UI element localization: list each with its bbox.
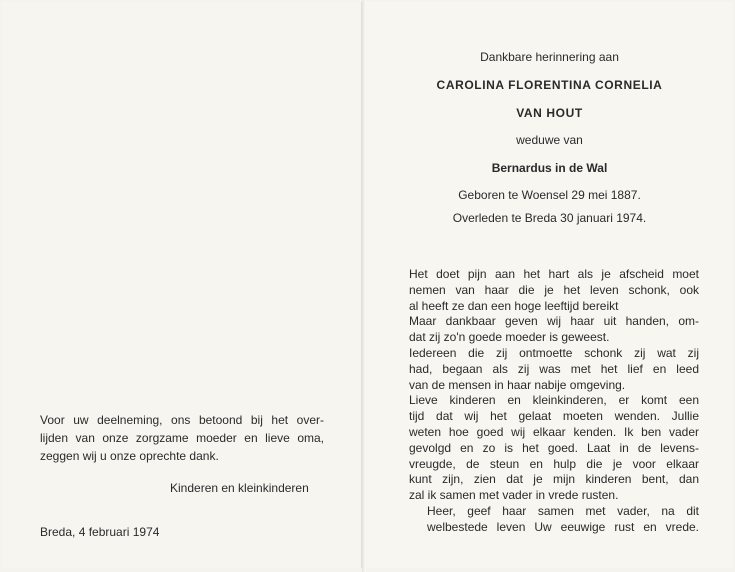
thanks-paragraph: [40, 411, 324, 465]
poem-line: tijd dat wij het gelaat moeten wenden. Jullie: [409, 409, 699, 424]
poem-line: al heeft ze dan een hoge leeftijd bereikt: [409, 298, 619, 313]
memorial-poem: [409, 267, 699, 536]
spouse-name: Bernardus in de Wal: [491, 161, 608, 175]
deceased-name-line1: CAROLINA FLORENTINA CORNELIA: [436, 78, 663, 92]
poem-line: nemen van haar die je het leven schonk, ook: [409, 282, 699, 297]
poem-line: kunt zijn, zien dat je mijn kinderen bent, dan: [409, 472, 699, 487]
poem-line: zal ik samen met vader in vrede rusten.: [409, 488, 619, 503]
thanks-line: zeggen wij u onze oprechte dank.: [40, 449, 219, 463]
intro-text: Dankbare herinnering aan: [480, 50, 619, 64]
place-date: Breda, 4 februari 1974: [40, 525, 160, 539]
family-signature: Kinderen en kleinkinderen: [170, 481, 309, 495]
poem-line: Maar dankbaar geven wij haar uit handen, om-: [409, 314, 699, 329]
poem-line: vreugde, de steun en hulp die je voor elkaar: [409, 456, 699, 471]
poem-line: dat zij zo'n goede moeder is geweest.: [409, 330, 610, 345]
poem-line: welbestede leven Uw eeuwige rust en vrede.: [427, 519, 699, 534]
death-text: Overleden te Breda 30 januari 1974.: [452, 211, 647, 225]
poem-line: Lieve kinderen en kleinkinderen, er komt een: [409, 393, 699, 408]
poem-line: had, begaan als zij was met het lief en leed: [409, 361, 699, 376]
poem-line: Iedereen die zij ontmoette schonk zij wat zij: [409, 345, 699, 360]
birth-text: Geboren te Woensel 29 mei 1887.: [458, 188, 641, 202]
poem-line: Het doet pijn aan het hart als je afscheid moet: [409, 267, 699, 281]
poem-line: van de mensen in haar nabije omgeving.: [409, 377, 626, 392]
poem-line: Heer, geef haar samen met vader, na dit: [427, 503, 699, 518]
thanks-line: Voor uw deelneming, ons betoond bij het over-: [40, 413, 324, 427]
poem-line: weten hoe goed wij elkaar kenden. Ik ben vader: [409, 424, 699, 439]
widow-of-text: weduwe van: [516, 133, 583, 147]
deceased-name-line2: VAN HOUT: [516, 106, 583, 120]
thanks-line: lijden van onze zorgzame moeder en lieve oma,: [40, 431, 324, 445]
poem-line: gevolgd en zo is het goed. Laat in de levens-: [409, 440, 699, 455]
